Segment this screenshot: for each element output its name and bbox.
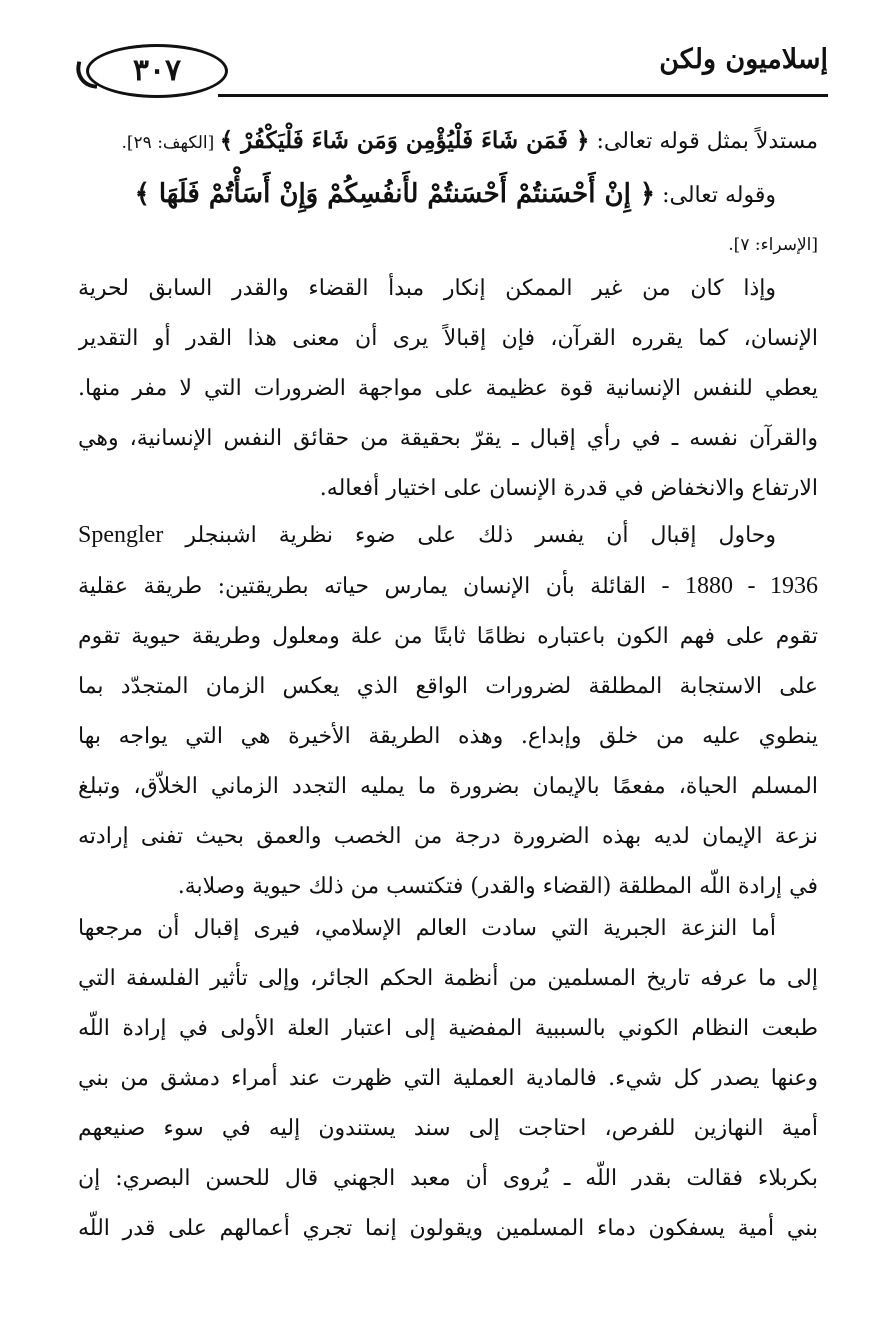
text-line: الإنسان، كما يقرره القرآن، فإن إقبالاً يرى أن معنى هذا القدر أو التقدير [78, 326, 818, 351]
text-segment: القائلة بأن الإنسان يمارس حياته بطريقتين: طريقة عقلية [78, 574, 647, 599]
text-line: الارتفاع والانخفاض في قدرة الإنسان على اختيار أفعاله. [319, 476, 818, 501]
text-segment: وحاول إقبال أن يفسر ذلك على ضوء نظرية اشبنجلر [185, 523, 776, 548]
page-number: ٣٠٧ [132, 53, 182, 88]
intro-text: وقوله تعالى: [655, 183, 776, 208]
quotation-block [78, 118, 818, 265]
quran-verse: ﴿ فَمَن شَاءَ فَلْيُؤْمِن وَمَن شَاءَ فَلْيَكْفُرْ ﴾ [219, 127, 590, 154]
text-line: طبعت النظام الكوني بالسببية المفضية إلى اعتبار العلة الأولى في إرادة اللّه [78, 1016, 818, 1041]
quotation-line [78, 118, 818, 166]
dash: - [661, 573, 670, 599]
page-header [78, 36, 828, 106]
text-line: في إرادة اللّه المطلقة (القضاء والقدر) فتكتسب من ذلك حيوية وصلابة. [177, 874, 818, 899]
years: 1880 - 1936 [685, 573, 818, 599]
page-number-frame [86, 44, 228, 98]
text-line: وإذا كان من غير الممكن إنكار مبدأ القضاء والقدر السابق لحرية [78, 276, 776, 301]
text-line: المسلم الحياة، مفعمًا بالإيمان بضرورة ما يمليه التجدد الزماني الخلاّق، وتبلغ [78, 774, 818, 799]
header-rule [218, 94, 828, 97]
text-line: تقوم على فهم الكون باعتباره نظامًا ثابتًا من علة ومعلول وطريقة حيوية تقوم [78, 624, 818, 649]
text-line: بني أمية يسفكون دماء المسلمين ويقولون إنما تجري أعمالهم على قدر اللّه [78, 1216, 818, 1241]
running-title: إسلاميون ولكن [659, 44, 828, 75]
latin-name: Spengler [78, 522, 164, 548]
text-line: أما النزعة الجبرية التي سادت العالم الإسلامي، فيرى إقبال أن مرجعها [78, 916, 776, 941]
verse-reference: [الإسراء: ٧]. [728, 235, 818, 255]
text-line: بكربلاء فقالت بقدر اللّه ـ يُروى أن معبد الجهني قال للحسن البصري: إن [78, 1166, 818, 1191]
text-line: إلى ما عرفه تاريخ المسلمين من أنظمة الحكم الجائر، وإلى تأثير الفلسفة التي [78, 966, 818, 991]
text-line: والقرآن نفسه ـ في رأي إقبال ـ يقرّ بحقيقة من حقائق النفس الإنسانية، وهي [78, 426, 818, 451]
text-line [78, 561, 818, 612]
intro-text: مستدلاً بمثل قوله تعالى: [589, 129, 818, 154]
text-line: وعنها يصدر كل شيء. فالمادية العملية التي ظهرت عند أمراء دمشق من بني [78, 1066, 818, 1091]
text-line: نزعة الإيمان لديه بهذه الضرورة درجة من الخصب والعمق بحيث تفنى إرادته [78, 824, 818, 849]
text-line [78, 510, 818, 561]
paragraph-3 [78, 904, 818, 1254]
paragraph-1 [78, 264, 818, 514]
paragraph-2 [78, 510, 818, 912]
text-line: يعطي للنفس الإنسانية قوة عظيمة على مواجهة الضرورات التي لا مفر منها. [78, 376, 818, 401]
text-line: أمية النهازين للفرص، احتاجت إلى سند يستندون إليه في سوء صنيعهم [78, 1116, 818, 1141]
quotation-line [78, 224, 818, 265]
verse-reference: [الكهف: ٢٩]. [121, 133, 220, 153]
text-line: على الاستجابة المطلقة لضرورات الواقع الذي يعكس الزمان المتجدّد بما [78, 674, 818, 699]
quran-verse: ﴿ إِنْ أَحْسَنتُمْ أَحْسَنتُمْ لأَنفُسِكُمْ وَإِنْ أَسَأْتُمْ فَلَهَا ﴾ [134, 179, 656, 209]
quotation-line [78, 166, 818, 224]
text-line: ينطوي عليه من خلق وإبداع. وهذه الطريقة الأخيرة هي التي يواجه بها [78, 724, 818, 749]
